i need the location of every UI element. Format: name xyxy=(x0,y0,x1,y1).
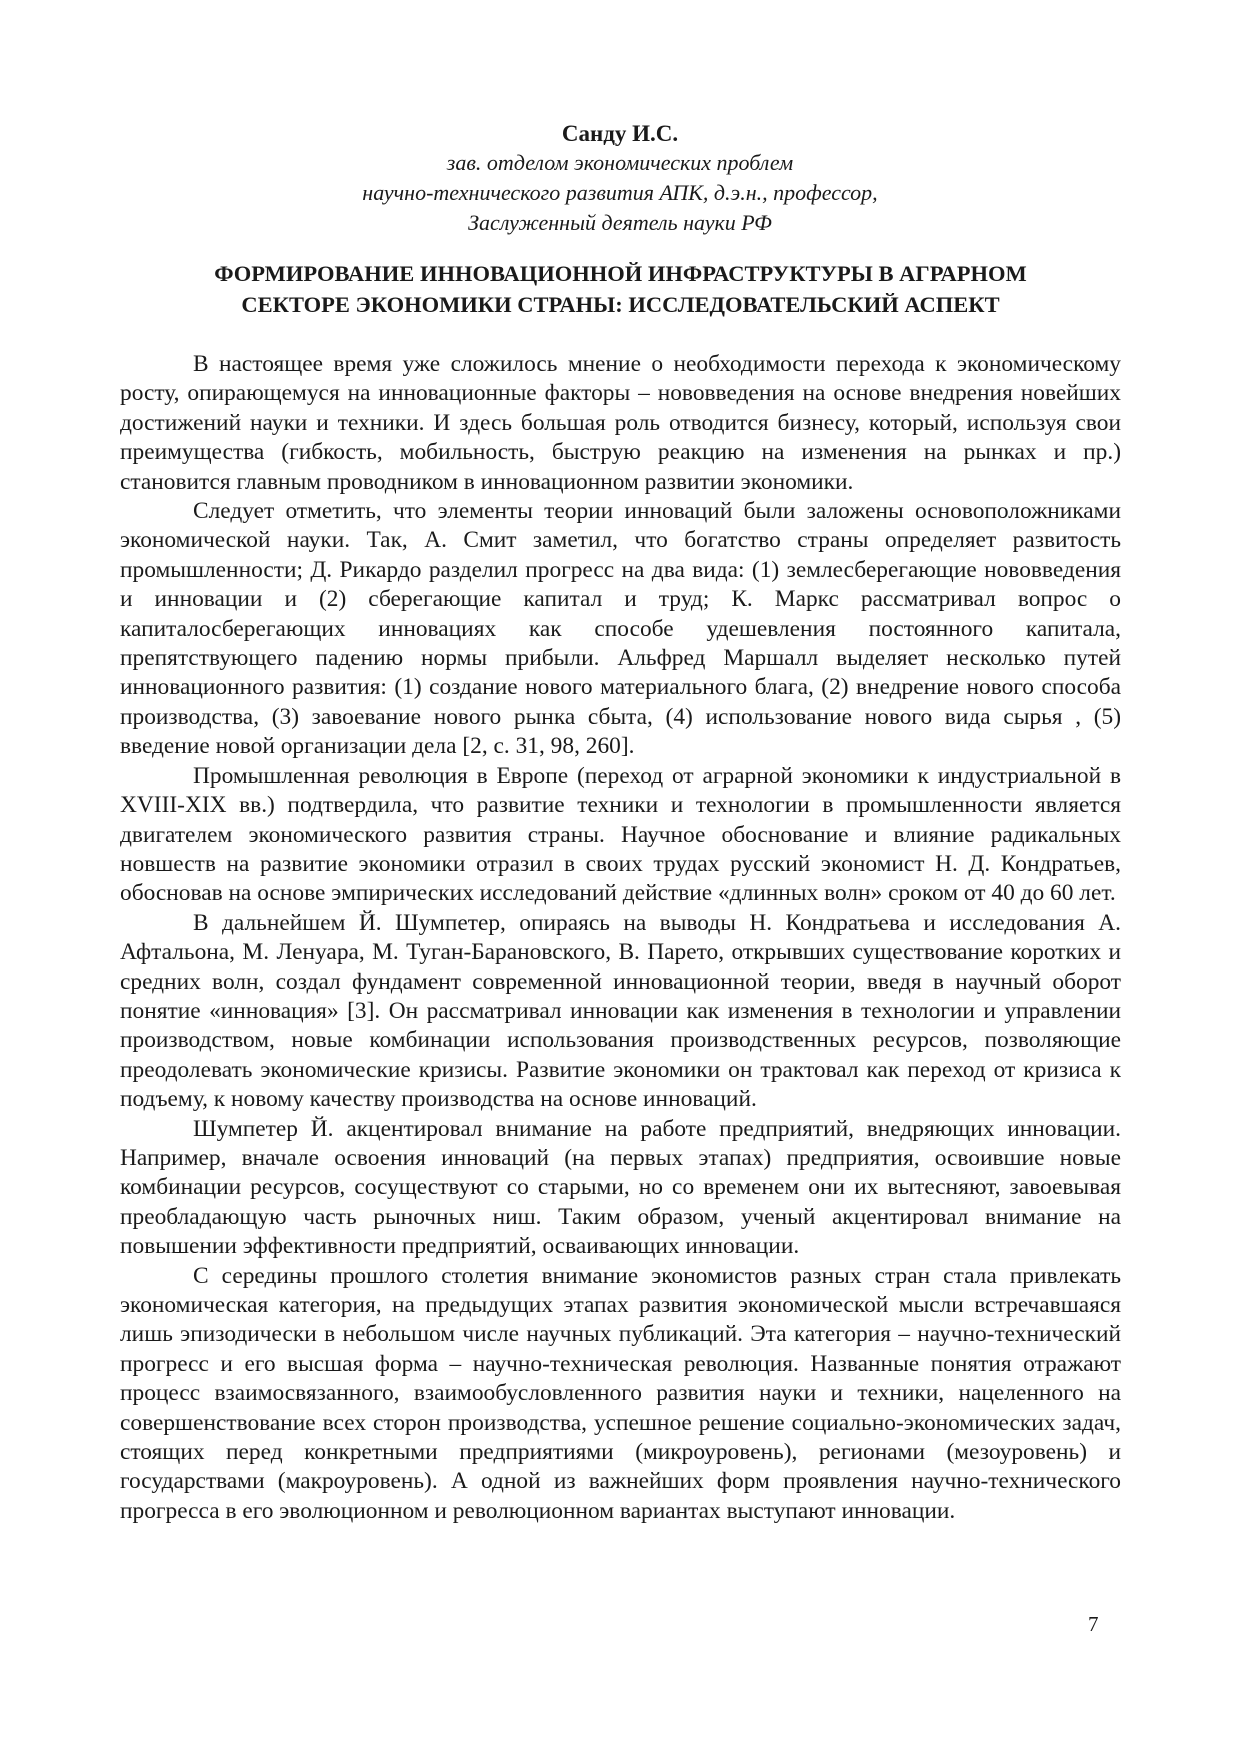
body-paragraph: Промышленная революция в Европе (переход от аграрной экономики к индустриальной в XVIII-XIX вв.) подтвердила, что развитие техники и технологии в промышленности является двигателем экономического развития страны. Научное обоснование и влияние радикальных новшеств на развитие экономики отразил в своих трудах русский экономист Н. Д. Кондратьев, обосновав на основе эмпирических исследований действие «длинных волн» сроком от 40 до 60 лет. xyxy=(120,762,1121,907)
author-position-line: Заслуженный деятель науки РФ xyxy=(468,210,772,235)
author-name: Санду И.С. xyxy=(561,121,679,146)
author-position-line: зав. отделом экономических проблем xyxy=(446,150,794,175)
page-number: 7 xyxy=(1088,1612,1099,1636)
body-paragraph: Следует отметить, что элементы теории инноваций были заложены основоположниками экономической науки. Так, А. Смит заметил, что богатство страны определяет развитость промышленности; Д. Рикардо разделил прогресс на два вида: (1) землесберегающие нововведения и инновации и (2) сберегающие капитал и труд; К. Маркс рассматривал вопрос о капиталосберегающих инновациях как способе удешевления постоянного капитала, препятствующего падению нормы прибыли. Альфред Маршалл выделяет несколько путей инновационного развития: (1) создание нового материального блага, (2) внедрение нового способа производства, (3) завоевание нового рынка сбыта, (4) использование нового вида сырья , (5) введение новой организации дела [2, с. 31, 98, 260]. xyxy=(120,498,1121,760)
body-paragraph: Шумпетер Й. акцентировал внимание на работе предприятий, внедряющих инновации. Например, вначале освоения инноваций (на первых этапах) предприятия, освоившие новые комбинации ресурсов, сосуществуют со старыми, но со временем они их вытесняют, завоевывая преобладающую часть рыночных ниш. Таким образом, ученый акцентировал внимание на повышении эффективности предприятий, осваивающих инновации. xyxy=(120,1115,1121,1260)
article-body xyxy=(120,350,1121,1526)
body-paragraph: В дальнейшем Й. Шумпетер, опираясь на выводы Н. Кондратьева и исследования А. Афтальона, М. Ленуара, М. Туган-Барановского, В. Парето, открывших существование коротких и средних волн, создал фундамент современной инновационной теории, введя в научный оборот понятие «инновация» [3]. Он рассматривал инновации как изменения в технологии и управлении производством, новые комбинации использования производственных ресурсов, позволяющие преодолевать экономические кризисы. Развитие экономики он трактовал как переход от кризиса к подъему, к новому качеству производства на основе инноваций. xyxy=(120,909,1121,1113)
body-paragraph: С середины прошлого столетия внимание экономистов разных стран стала привлекать экономическая категория, на предыдущих этапах развития экономической мысли встречавшаяся лишь эпизодически в небольшом числе научных публикаций. Эта категория – научно-технический прогресс и его высшая форма – научно-техническая революция. Названные понятия отражают процесс взаимосвязанного, взаимообусловленного развития науки и техники, нацеленного на совершенствование всех сторон производства, успешное решение социально-экономических задач, стоящих перед конкретными предприятиями (микроуровень), регионами (мезоуровень) и государствами (макроуровень). А одной из важнейших форм проявления научно-технического прогресса в его эволюционном и революционном вариантах выступают инновации. xyxy=(120,1262,1121,1524)
author-block xyxy=(290,120,950,238)
article-title-line: ФОРМИРОВАНИЕ ИННОВАЦИОННОЙ ИНФРАСТРУКТУРЫ В АГРАРНОМ xyxy=(214,261,1027,286)
author-position-line: научно-технического развития АПК, д.э.н., профессор, xyxy=(362,180,878,205)
body-paragraph: В настоящее время уже сложилось мнение о необходимости перехода к экономическому росту, опирающемуся на инновационные факторы – нововведения на основе внедрения новейших достижений науки и техники. И здесь большая роль отводится бизнесу, который, используя свои преимущества (гибкость, мобильность, быструю реакцию на изменения на рынках и пр.) становится главным проводником в инновационном развитии экономики. xyxy=(120,351,1121,495)
article-title-line: СЕКТОРЕ ЭКОНОМИКИ СТРАНЫ: ИССЛЕДОВАТЕЛЬСКИЙ АСПЕКТ xyxy=(241,292,1000,317)
article-title xyxy=(120,258,1121,320)
